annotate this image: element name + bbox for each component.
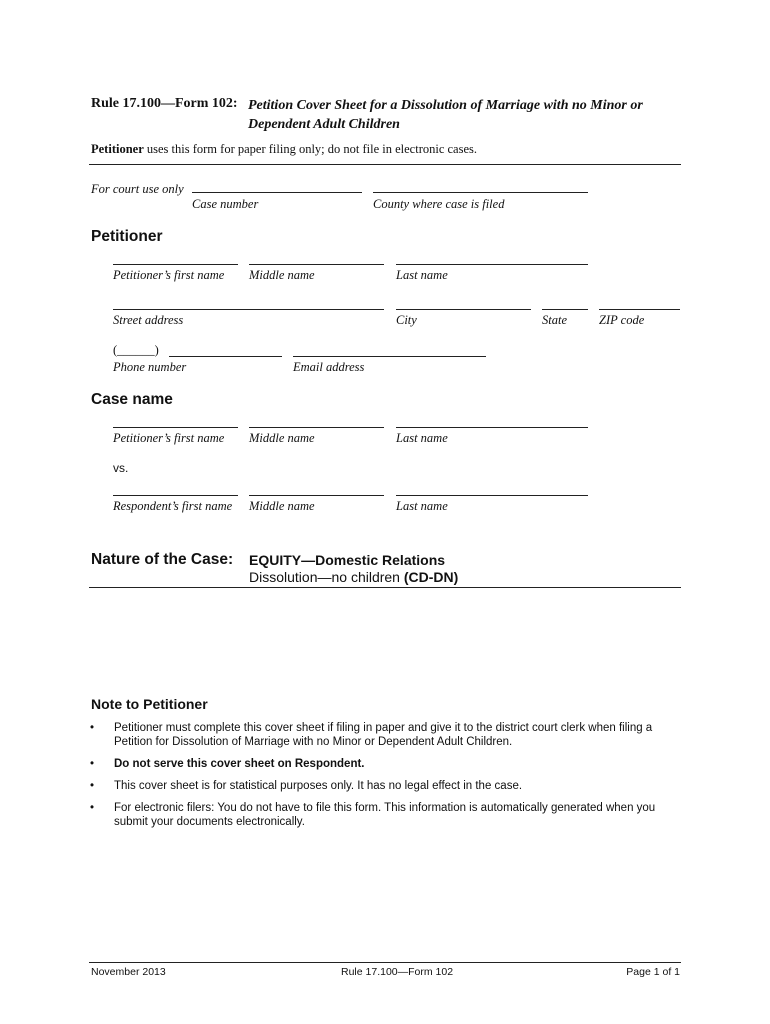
note-item-4-text: For electronic filers: You do not have to file this form. This information is automatically generated when you submit your documents electronically. xyxy=(114,802,656,828)
versus-label: vs. xyxy=(113,461,129,475)
case-name-heading: Case name xyxy=(91,391,173,408)
case-petitioner-middle-label: Middle name xyxy=(249,431,315,445)
respondent-first-field[interactable] xyxy=(113,495,238,496)
nature-divider xyxy=(89,587,681,588)
case-type-code: (CD-DN) xyxy=(403,569,459,585)
case-type-text: Dissolution—no children xyxy=(249,569,404,585)
email-field[interactable] xyxy=(293,356,486,357)
respondent-first-label: Respondent’s first name xyxy=(113,499,233,513)
case-petitioner-last-field[interactable] xyxy=(396,427,588,428)
respondent-middle-field[interactable] xyxy=(249,495,384,496)
phone-field[interactable] xyxy=(169,356,282,357)
phone-area-code[interactable]: (______) xyxy=(113,343,159,357)
footer-divider xyxy=(89,962,681,963)
zip-label: ZIP code xyxy=(599,313,645,327)
case-type xyxy=(249,569,458,585)
respondent-last-label: Last name xyxy=(396,499,448,513)
street-address-label: Street address xyxy=(113,313,184,327)
intro-rest: uses this form for paper filing only; do not file in electronic cases. xyxy=(143,142,478,156)
case-petitioner-last-label: Last name xyxy=(396,431,448,445)
petitioner-first-name-field[interactable] xyxy=(113,264,238,265)
petitioner-first-name-label: Petitioner’s first name xyxy=(113,268,225,282)
header-divider xyxy=(89,164,681,165)
footer-page: Page 1 of 1 xyxy=(626,966,680,978)
state-label: State xyxy=(542,313,567,327)
case-category: EQUITY—Domestic Relations xyxy=(249,552,446,568)
respondent-middle-label: Middle name xyxy=(249,499,315,513)
nature-of-case-label: Nature of the Case: xyxy=(91,551,234,568)
petitioner-heading: Petitioner xyxy=(91,228,163,245)
intro-bold: Petitioner xyxy=(91,142,144,156)
zip-field[interactable] xyxy=(599,309,680,310)
county-field[interactable] xyxy=(373,192,588,193)
city-field[interactable] xyxy=(396,309,531,310)
case-petitioner-first-label: Petitioner’s first name xyxy=(113,431,225,445)
note-heading: Note to Petitioner xyxy=(91,696,208,712)
bullet-icon: • xyxy=(90,780,95,792)
email-label: Email address xyxy=(293,360,365,374)
footer-date: November 2013 xyxy=(91,966,166,978)
petitioner-middle-name-label: Middle name xyxy=(249,268,315,282)
note-item-1-text: Petitioner must complete this cover sheet if filing in paper and give it to the district court clerk when filing a Petition for Dissolution of Marriage with no Minor or Dependent Adult Children. xyxy=(114,722,653,748)
petitioner-middle-name-field[interactable] xyxy=(249,264,384,265)
bullet-icon: • xyxy=(90,722,95,734)
county-label: County where case is filed xyxy=(373,197,505,211)
state-field[interactable] xyxy=(542,309,588,310)
note-item-2-text: Do not serve this cover sheet on Respondent. xyxy=(114,758,365,770)
note-item-3-text: This cover sheet is for statistical purposes only. It has no legal effect in the case. xyxy=(114,780,523,792)
form-title-line-2: Dependent Adult Children xyxy=(248,117,400,132)
case-petitioner-first-field[interactable] xyxy=(113,427,238,428)
footer-form: Rule 17.100—Form 102 xyxy=(341,966,454,978)
city-label: City xyxy=(396,313,417,327)
petitioner-last-name-label: Last name xyxy=(396,268,448,282)
form-rule-label: Rule 17.100—Form 102: xyxy=(91,96,238,111)
street-address-field[interactable] xyxy=(113,309,384,310)
respondent-last-field[interactable] xyxy=(396,495,588,496)
bullet-icon: • xyxy=(90,802,95,814)
bullet-icon: • xyxy=(90,758,95,770)
case-petitioner-middle-field[interactable] xyxy=(249,427,384,428)
case-number-label: Case number xyxy=(192,197,259,211)
petitioner-last-name-field[interactable] xyxy=(396,264,588,265)
intro-text xyxy=(91,142,477,157)
case-number-field[interactable] xyxy=(192,192,362,193)
court-use-label: For court use only xyxy=(91,182,184,196)
form-title-line-1: Petition Cover Sheet for a Dissolution of Marriage with no Minor or xyxy=(248,98,643,113)
phone-label: Phone number xyxy=(113,360,187,374)
form-title xyxy=(248,96,688,134)
